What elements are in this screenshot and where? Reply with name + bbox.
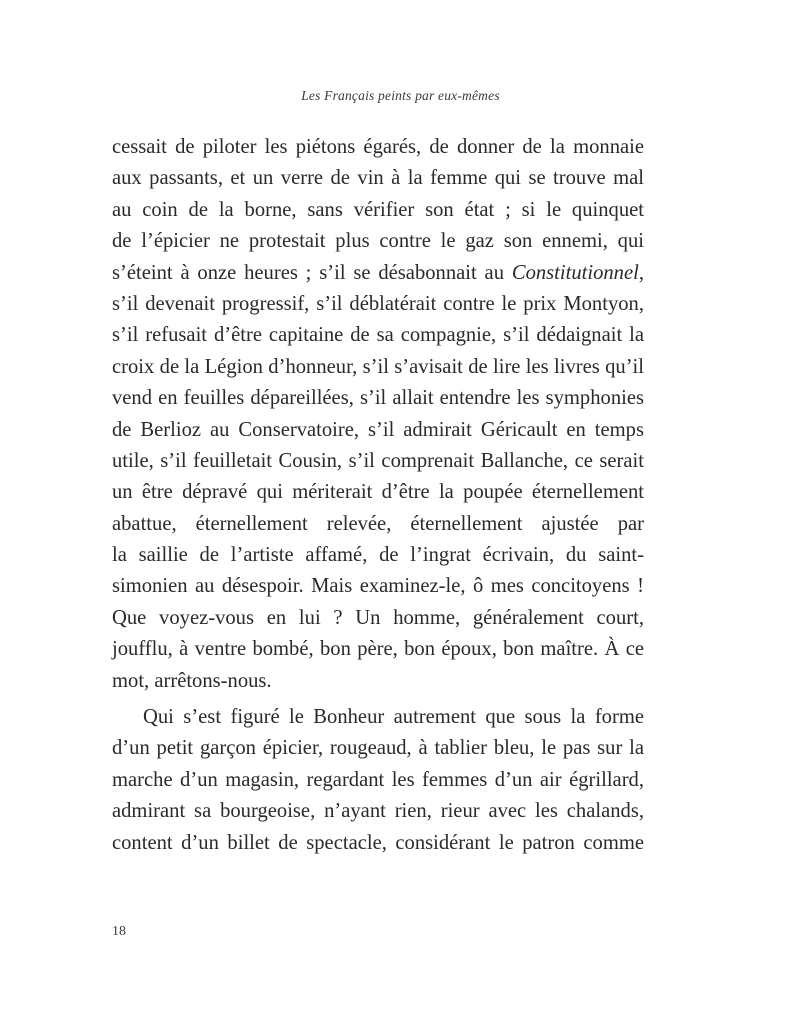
running-head: Les Français peints par eux-mêmes [301,88,500,103]
italic-title: Constitutionnel [511,261,639,284]
text-line: croix de la Légion d’honneur, s’il s’avisait de lire les livres qu’il [112,355,644,378]
text-line: de l’épicier ne protestait plus contre le gaz son ennemi, qui [112,230,644,253]
text-line: admirant sa bourgeoise, n’ayant rien, rieur avec les chalands, [112,800,644,823]
text-line: un être dépravé qui mériterait d’être la poupée éternellement [112,481,644,504]
text-line: abattue, éternellement relevée, éternellement ajustée par [112,512,644,535]
text-line: s’il refusait d’être capitaine de sa compagnie, s’il dédaignait la [112,324,644,347]
text-line: s’il devenait progressif, s’il déblatérait contre le prix Montyon, [112,292,644,315]
text-line: aux passants, et un verre de vin à la femme qui se trouve mal [112,167,644,190]
text-line: utile, s’il feuilletait Cousin, s’il comprenait Ballanche, ce serait [112,449,644,472]
text-line: Que voyez-vous en lui ? Un homme, généralement court, [112,606,644,629]
text-line: vend en feuilles dépareillées, s’il allait entendre les symphonies [112,387,644,410]
text-line: cessait de piloter les piétons égarés, de donner de la monnaie [112,136,644,158]
text-run: s’éteint à onze heures ; s’il se désabonnait au [112,261,512,284]
text-line: content d’un billet de spectacle, considérant le patron comme [112,831,644,854]
text-run: , [638,261,644,284]
text-line: la saillie de l’artiste affamé, de l’ingrat écrivain, du saint- [112,544,644,567]
page-number: 18 [112,924,126,939]
body-text [112,132,644,859]
text-line: mot, arrêtons-nous. [112,669,272,692]
text-line: de Berlioz au Conservatoire, s’il admirait Géricault en temps [112,418,644,441]
text-line: Qui s’est figuré le Bonheur autrement que sous la forme [143,706,644,729]
text-line: simonien au désespoir. Mais examinez-le, ô mes concitoyens ! [112,575,644,598]
text-line: joufflu, à ventre bombé, bon père, bon époux, bon maître. À ce [112,638,644,661]
text-line [112,258,644,289]
text-line: marche d’un magasin, regardant les femmes d’un air égrillard, [112,768,644,791]
text-line: au coin de la borne, sans vérifier son état ; si le quinquet [112,198,644,221]
text-line: d’un petit garçon épicier, rougeaud, à tablier bleu, le pas sur la [112,737,644,760]
